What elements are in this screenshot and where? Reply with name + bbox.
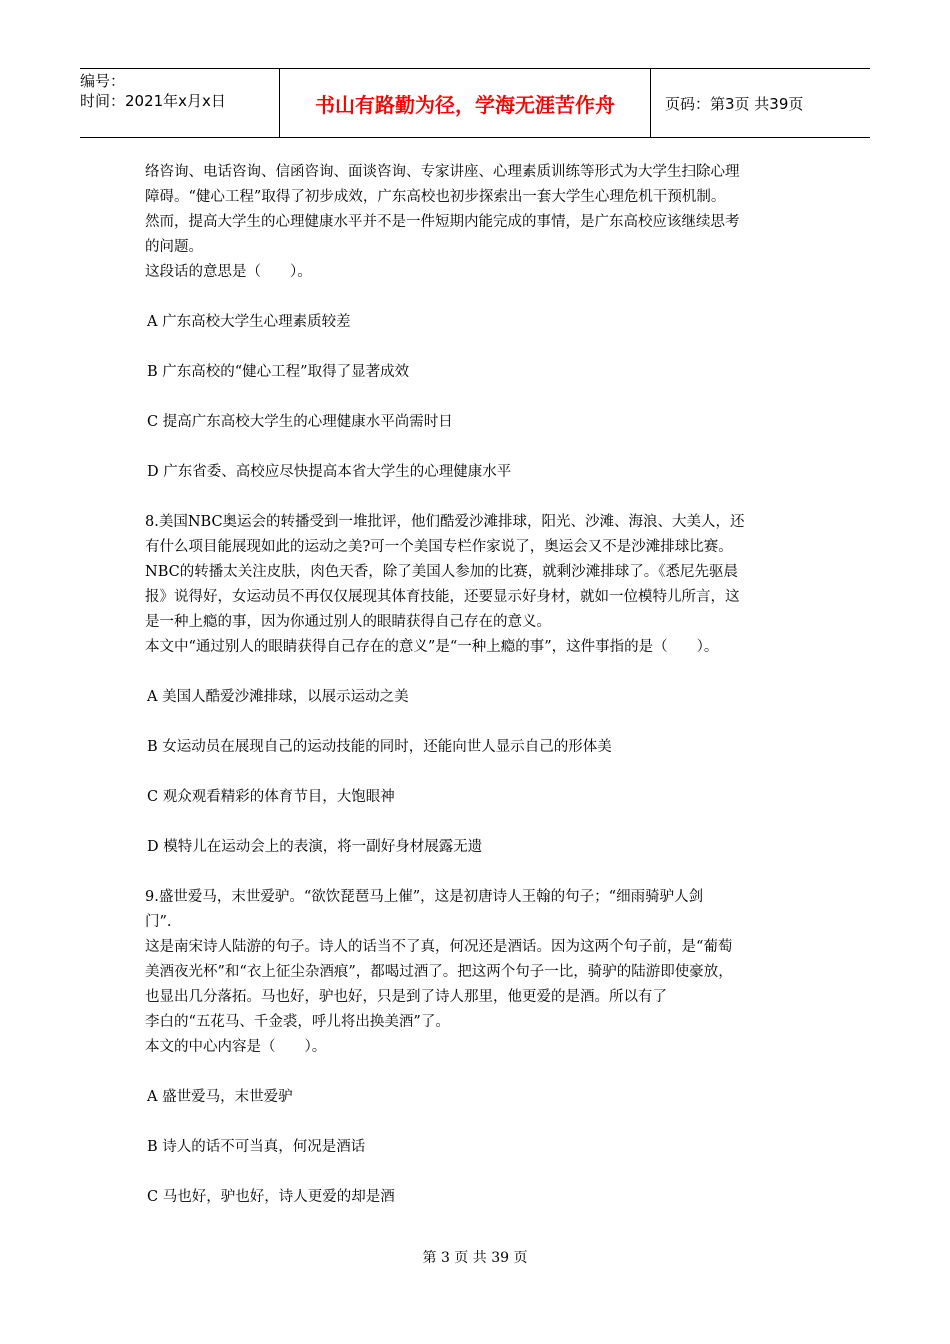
text-line: 也显出几分落拓。马也好，驴也好，只是到了诗人那里，他更爱的是酒。所以有了 [145, 989, 667, 1005]
text-line: 李白的“五花马、千金裘，呼儿将出换美酒”了。 [145, 1014, 450, 1030]
text-line: 9.盛世爱马，末世爱驴。“欲饮琵琶马上催”，这是初唐诗人王翰的句子；“细雨骑驴人剑 [145, 889, 704, 905]
option-a: A 盛世爱马，末世爱驴 [147, 1089, 293, 1105]
header-page-info: 页码：第3页 共39页 [665, 94, 804, 113]
document-body [145, 160, 825, 1210]
header-meta [80, 69, 280, 137]
text-line: 是一种上瘾的事，因为你通过别人的眼睛获得自己存在的意义。 [145, 614, 551, 630]
text-line: 然而，提高大学生的心理健康水平并不是一件短期内能完成的事情，是广东高校应该继续思考 [145, 214, 740, 230]
option-b: B 女运动员在展现自己的运动技能的同时，还能向世人显示自己的形体美 [147, 739, 612, 755]
option-d: D 模特儿在运动会上的表演，将一副好身材展露无遗 [147, 839, 483, 855]
header-motto: 书山有路勤为径，学海无涯苦作舟 [280, 69, 651, 137]
text-line: 8.美国NBC奥运会的转播受到一堆批评，他们酷爱沙滩排球，阳光、沙滩、海浪、大美人，还 [145, 514, 745, 530]
text-line: 的问题。 [145, 239, 203, 255]
option-c: C 提高广东高校大学生的心理健康水平尚需时日 [147, 414, 453, 430]
text-line: 这是南宋诗人陆游的句子。诗人的话当不了真，何况还是酒话。因为这两个句子前，是“葡萄 [145, 939, 733, 955]
option-b: B 广东高校的“健心工程”取得了显著成效 [147, 364, 410, 380]
text-line: 障碍。“健心工程”取得了初步成效，广东高校也初步探索出一套大学生心理危机干预机制。 [145, 189, 726, 205]
text-line: 报》说得好，女运动员不再仅仅展现其体育技能，还要显示好身材，就如一位模特儿所言，这 [145, 589, 740, 605]
option-c: C 观众观看精彩的体育节目，大饱眼神 [147, 789, 395, 805]
text-line: 美酒夜光杯”和“衣上征尘杂酒痕”，都喝过酒了。把这两个句子一比，骑驴的陆游即使豪放， [145, 964, 733, 980]
question-prompt: 本文中“通过别人的眼睛获得自己存在的意义”是“一种上瘾的事”，这件事指的是（ ）。 [145, 639, 719, 655]
page-header [80, 68, 870, 138]
option-a: A 美国人酷爱沙滩排球，以展示运动之美 [147, 689, 409, 705]
option-c: C 马也好，驴也好，诗人更爱的却是酒 [147, 1189, 395, 1205]
page-footer: 第 3 页 共 39 页 [422, 1250, 528, 1266]
header-time-label: 时间：2021年x月x日 [80, 92, 226, 110]
text-line: NBC的转播太关注皮肤，肉色天香，除了美国人参加的比赛，就剩沙滩排球了。《悉尼先驱晨 [145, 564, 738, 580]
question-prompt: 这段话的意思是（ ）。 [145, 264, 312, 280]
text-line: 有什么项目能展现如此的运动之美?可一个美国专栏作家说了，奥运会又不是沙滩排球比赛。 [145, 539, 733, 555]
option-a: A 广东高校大学生心理素质较差 [147, 314, 351, 330]
text-line: 络咨询、电话咨询、信函咨询、面谈咨询、专家讲座、心理素质训练等形式为大学生扫除心理 [145, 164, 740, 180]
question-prompt: 本文的中心内容是（ ）。 [145, 1039, 327, 1055]
option-d: D 广东省委、高校应尽快提高本省大学生的心理健康水平 [147, 464, 512, 480]
option-b: B 诗人的话不可当真，何况是酒话 [147, 1139, 366, 1155]
header-number-label: 编号： [80, 72, 126, 90]
text-line: 门”. [145, 914, 172, 930]
